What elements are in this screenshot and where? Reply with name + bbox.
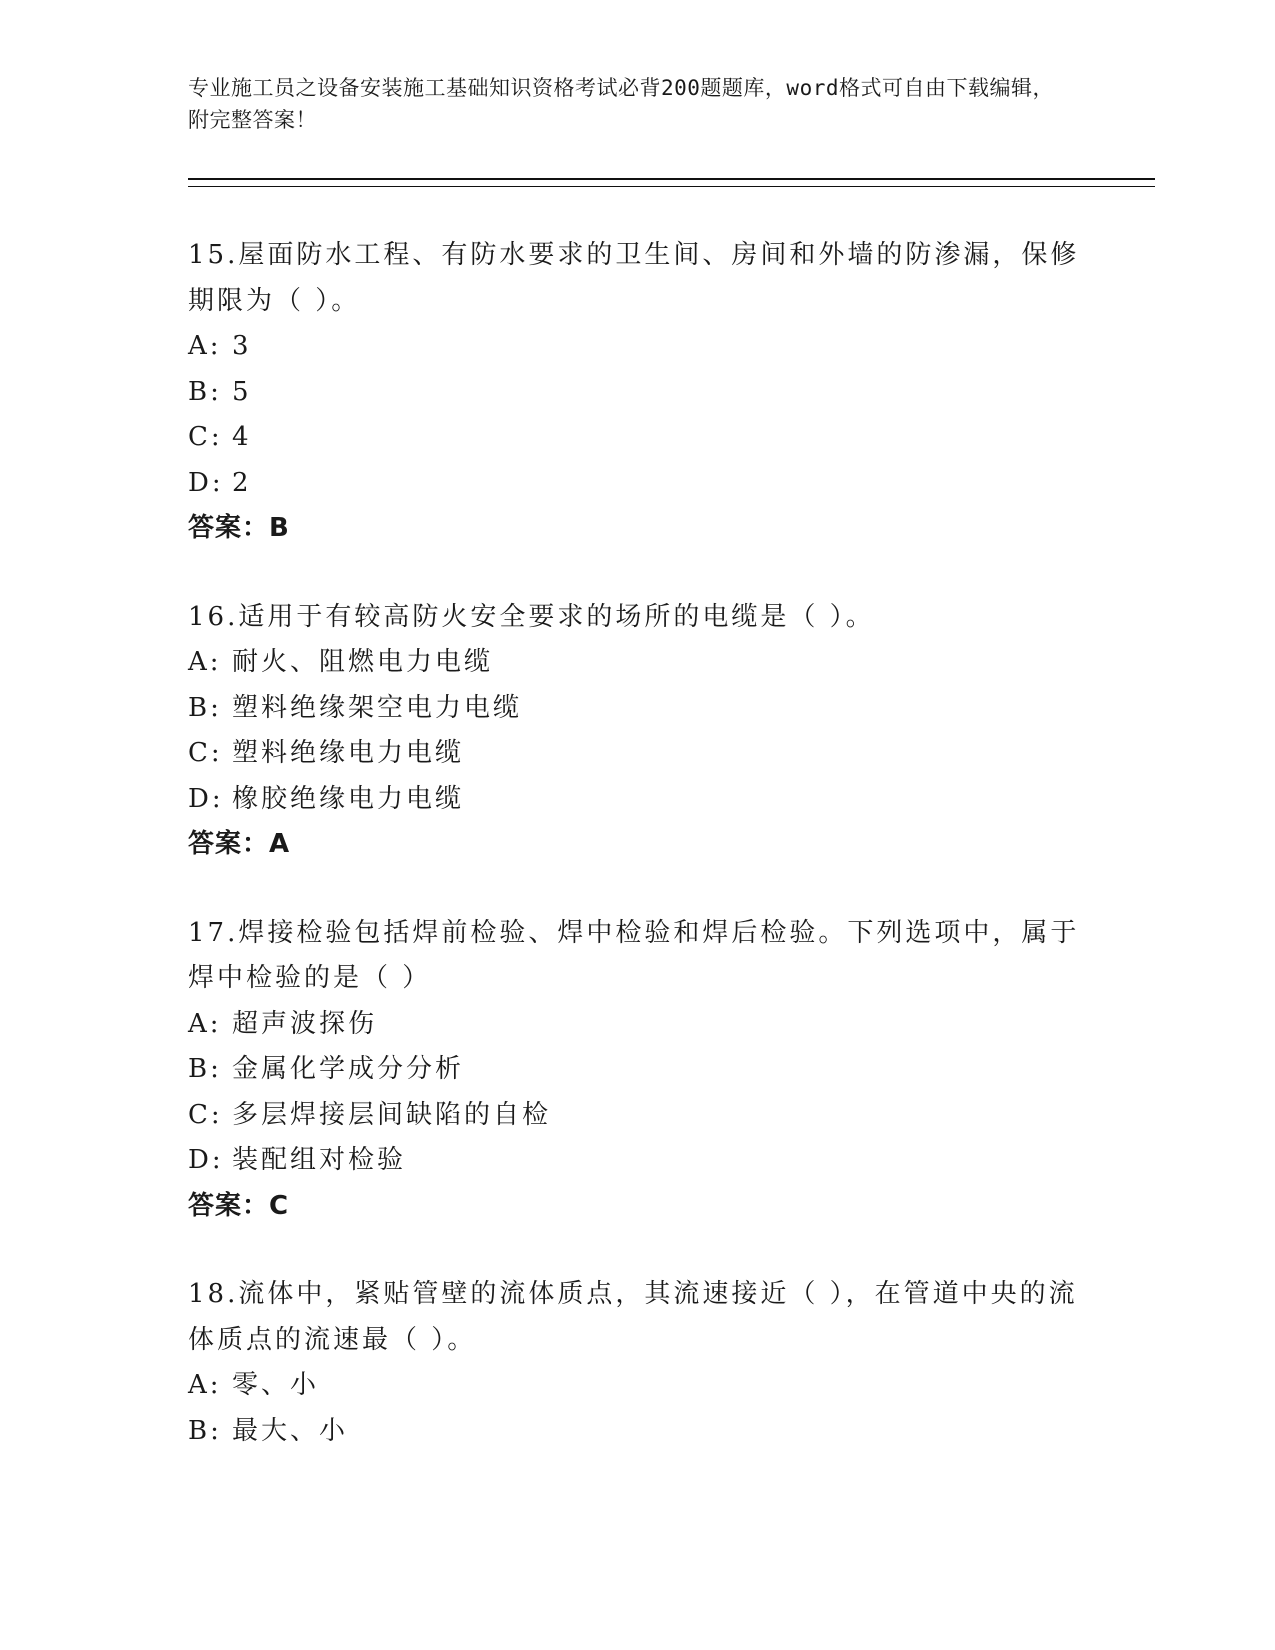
option-text: 橡胶绝缘电力电缆 <box>232 783 465 814</box>
option-text: 塑料绝缘架空电力电缆 <box>232 692 523 723</box>
option-label: B: <box>188 376 222 407</box>
option-row <box>188 640 1088 686</box>
option-row <box>188 1363 1088 1409</box>
option-row <box>188 370 1088 416</box>
option-text: 耐火、阻燃电力电缆 <box>232 647 494 677</box>
question-stem: 18.流体中，紧贴管壁的流体质点，其流速接近（ ），在管道中央的流体质点的流速最（ ）。 <box>188 1279 1078 1355</box>
option-label: A: <box>188 1008 222 1039</box>
answer-line: 答案：B <box>188 513 290 543</box>
option-row <box>188 777 1088 823</box>
question-item <box>188 595 1088 868</box>
option-row <box>188 1002 1088 1048</box>
question-item <box>188 911 1088 1230</box>
question-item <box>188 233 1088 552</box>
option-row <box>188 1093 1088 1139</box>
option-label: D: <box>188 783 224 814</box>
question-stem: 16.适用于有较高防火安全要求的场所的电缆是（ ）。 <box>188 601 875 632</box>
option-label: C: <box>188 738 223 768</box>
option-label: A: <box>188 647 222 677</box>
option-text: 3 <box>232 331 252 361</box>
option-label: B: <box>188 1415 222 1446</box>
option-text: 塑料绝缘电力电缆 <box>232 738 465 768</box>
option-text: 4 <box>232 422 252 452</box>
option-text: 2 <box>232 467 252 498</box>
option-text: 5 <box>232 376 252 407</box>
document-header: 专业施工员之设备安装施工基础知识资格考试必背200题题库，word格式可自由下载编辑，附完整答案！ <box>188 76 1054 132</box>
question-stem: 15.屋面防水工程、有防水要求的卫生间、房间和外墙的防渗漏，保修期限为（ ）。 <box>188 240 1080 316</box>
option-text: 超声波探伤 <box>232 1008 378 1039</box>
option-label: A: <box>188 331 222 361</box>
option-row <box>188 1138 1088 1184</box>
option-text: 装配组对检验 <box>232 1145 407 1175</box>
option-text: 多层焊接层间缺陷的自检 <box>232 1099 552 1130</box>
question-item <box>188 1272 1088 1454</box>
option-label: C: <box>188 422 223 452</box>
option-text: 金属化学成分分析 <box>232 1054 465 1084</box>
question-list <box>188 233 1088 1497</box>
option-label: B: <box>188 1054 222 1084</box>
option-row <box>188 1409 1088 1455</box>
option-row <box>188 686 1088 732</box>
option-row <box>188 1047 1088 1093</box>
option-label: D: <box>188 1145 224 1175</box>
option-row <box>188 461 1088 507</box>
answer-line: 答案：C <box>188 1190 290 1221</box>
option-text: 零、小 <box>232 1370 320 1400</box>
answer-line: 答案：A <box>188 829 291 859</box>
option-row <box>188 731 1088 777</box>
question-stem: 17.焊接检验包括焊前检验、焊中检验和焊后检验。下列选项中，属于焊中检验的是（ ） <box>188 917 1080 993</box>
option-text: 最大、小 <box>232 1415 349 1446</box>
header-divider <box>188 178 1155 187</box>
option-label: A: <box>188 1370 222 1400</box>
option-label: B: <box>188 692 222 723</box>
option-label: D: <box>188 467 224 498</box>
option-row <box>188 324 1088 370</box>
option-row <box>188 415 1088 461</box>
option-label: C: <box>188 1099 223 1130</box>
